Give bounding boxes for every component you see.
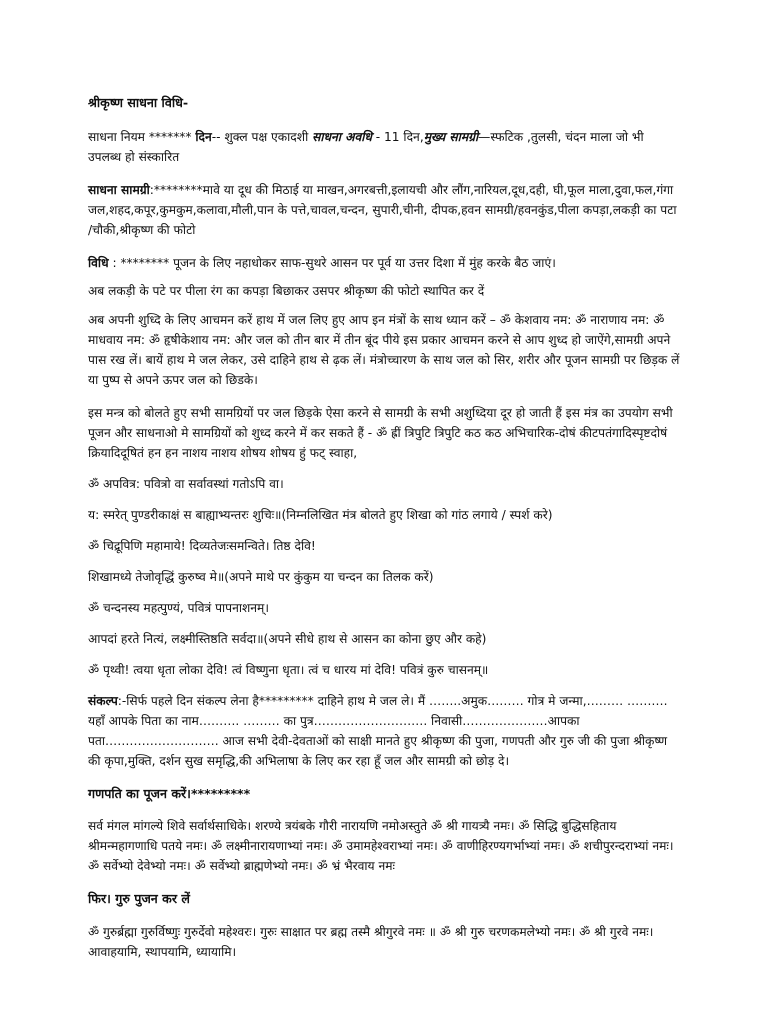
paragraph-guru-mantra: ॐ गुरुर्ब्रह्मा गुरुर्विष्णुः गुरुर्देवो महेश्वरः। गुरुः साक्षात पर ब्रह्म तस्मै श्रीगुरवे नमः ॥ ॐ श्री गुरु चरणकमलेभ्यो नमः। ॐ श्री गुरवे नमः। आवाहयामि, स्थापयामि, ध्यायामि। bbox=[88, 925, 654, 959]
sankalp-text: :-सिर्फ पहले दिन संकल्प लेना है********* दाहिने हाथ मे जल ले। मैं ……..अमुक……… गोत्र मे जन्मा,……… ………. यहाँ आपके पिता का नाम………. ……… का पुत्र………………………. निवासी…………………आपका पता………………………. आज सभी देवी-देवताओं को साक्षी मानते हुए श्रीकृष्ण की पुजा, गणपती और गुरु जी की पुजा श्रीकृष्ण की कृपा,मुक्ति, दर्शन सुख समृद्धि,की अभिलाषा के लिए कर रहा हूँ जल और सामग्री को छोड़ दे। bbox=[88, 694, 668, 768]
avadhi-value: - 11 दिन, bbox=[371, 130, 424, 144]
samagri-text: :********मावे या दूध की मिठाई या माखन,अगरबत्ती,इलायची और लौंग,नारियल,दूध,दही, घी,फूल माला,दुवा,फल,गंगा जल,शहद,कपूर,कुमकुम,कलावा,मौली,पान के पत्ते,चावल,चन्दन, सुपारी,चीनी, दीपक,हवन सामग्री/हवनकुंड,पीला कपड़ा,लकड़ी का पटा /चौकी,श्रीकृष्ण की फोटो bbox=[88, 183, 677, 237]
paragraph-achaman: अब अपनी शुध्दि के लिए आचमन करें हाथ में जल लिए हुए आप इन मंत्रों के साथ ध्यान करें – ॐ केशवाय नम: ॐ नाराणाय नम: ॐ माधवाय नम: ॐ हृषीकेशाय नम: और जल को तीन बार में तीन बूंद पीये इस प्रकार आचमन करने से आप शुध्द हो जाऐंगे,सामग्री अपने पास रख लें। बायें हाथ मे जल लेकर, उसे दाहिने हाथ से ढ़क लें। मंत्रोच्चारण के साथ जल को सिर, शरीर और पूजन सामग्री पर छिड़क लें या पुष्प से अपने ऊपर जल को छिडके। bbox=[88, 313, 680, 387]
avadhi-label: साधना अवधि bbox=[312, 130, 372, 144]
samagri-label: साधना सामग्री bbox=[88, 183, 150, 197]
paragraph-ganpati-mantra: सर्व मंगल मांगल्ये शिवे सर्वार्थसाधिके। शरण्ये त्रयंबके गौरी नारायणि नमोअस्तुते ॐ श्री गायत्र्यै नमः। ॐ सिद्धि बुद्धिसहिताय श्रीमन्महागणाधि पतये नमः। ॐ लक्ष्मीनारायणाभ्यां नमः। ॐ उमामहेश्वराभ्यां नमः। ॐ वाणीहिरण्यगर्भाभ्यां नमः। ॐ शचीपुरन्दराभ्यां नमः। ॐ सर्वेभ्यो देवेभ्यो नमः। ॐ सर्वेभ्यो ब्राह्मणेभ्यो नमः। ॐ भ्रं भैरवाय नमः bbox=[88, 819, 674, 873]
din-label: दिन bbox=[195, 130, 212, 144]
vidhi-text: : ******** पूजन के लिए नहाधोकर साफ-सुथरे आसन पर पूर्व या उत्तर दिशा में मुंह करके बैठ जाएं। bbox=[108, 256, 556, 270]
vidhi-label: विधि bbox=[88, 256, 109, 270]
paragraph-vidhi bbox=[88, 253, 680, 273]
heading-ganpati-pujan: गणपति का पूजन करें।********* bbox=[88, 786, 251, 801]
niyam-text: साधना नियम ******* bbox=[88, 130, 196, 144]
mukhya-samagri-label: मुख्य सामग्री bbox=[423, 130, 479, 144]
din-value: -- शुक्ल पक्ष एकादशी bbox=[211, 130, 313, 144]
mantra-chidrupini: ॐ चिद्रूपिणि महामाये! दिव्यतेजःसमन्विते। तिष्ठ देवि! bbox=[88, 539, 316, 553]
paragraph-shuddhi-mantra: इस मन्त्र को बोलते हुए सभी सामग्रियों पर जल छिड़के ऐसा करने से सामग्री के सभी अशुध्दिया दूर हो जाती हैं इस मंत्र का उपयोग सभी पूजन और साधनाओ मे सामग्रियों को शुध्द करने में कर सकते हैं - ॐ ह्रीं त्रिपुटि त्रिपुटि कठ कठ अभिचारिक-दोषं कीटपतंगादिस्पृष्टदोषं क्रियादिदूषितं हन हन नाशय नाशय शोषय शोषय हुं फट् स्वाहा, bbox=[88, 406, 673, 460]
mantra-apavitra: ॐ अपवित्र: पवित्रो वा सर्वावस्थां गतोऽपि वा। bbox=[88, 477, 284, 491]
heading-guru-pujan: फिर। गुरु पुजन कर लें bbox=[88, 891, 190, 906]
paragraph-photo-sthapana: अब लकड़ी के पटे पर पीला रंग का कपड़ा बिछाकर उसपर श्रीकृष्ण की फोटो स्थापित कर दें bbox=[88, 284, 485, 298]
mantra-apadam: आपदां हरते नित्यं, लक्ष्मीस्तिष्ठति सर्वदा॥(अपने सीधे हाथ से आसन का कोना छुए और कहे) bbox=[88, 632, 487, 646]
sankalp-label: संकल्प bbox=[88, 694, 118, 708]
mantra-pundarikaksham: य: स्मरेत् पुण्डरीकाक्षं स बाह्याभ्यन्तरः शुचिः॥(निम्नलिखित मंत्र बोलते हुए शिखा को गांठ लगाये / स्पर्श करे) bbox=[88, 508, 553, 522]
mukhya-samagri-value: —स्फटिक ,तुलसी, चंदन माला जो भी उपलब्ध हो संस्कारित bbox=[88, 130, 644, 164]
document-title: श्रीकृष्ण साधना विधि- bbox=[88, 95, 189, 110]
paragraph-sadhana-niyam bbox=[88, 127, 680, 167]
paragraph-sankalp bbox=[88, 691, 680, 771]
mantra-prithvi: ॐ पृथ्वी! त्वया धृता लोका देवि! त्वं विष्णुना धृता। त्वं च धारय मां देवि! पवित्रं कुरु चासनम्॥ bbox=[88, 663, 489, 677]
paragraph-samagri bbox=[88, 180, 680, 240]
mantra-chandan: ॐ चन्दनस्य महत्पुण्यं, पवित्रं पापनाशनम्। bbox=[88, 601, 269, 615]
mantra-shikha: शिखामध्ये तेजोवृद्धिं कुरुष्व मे॥(अपने माथे पर कुंकुम या चन्दन का तिलक करें) bbox=[88, 570, 434, 584]
